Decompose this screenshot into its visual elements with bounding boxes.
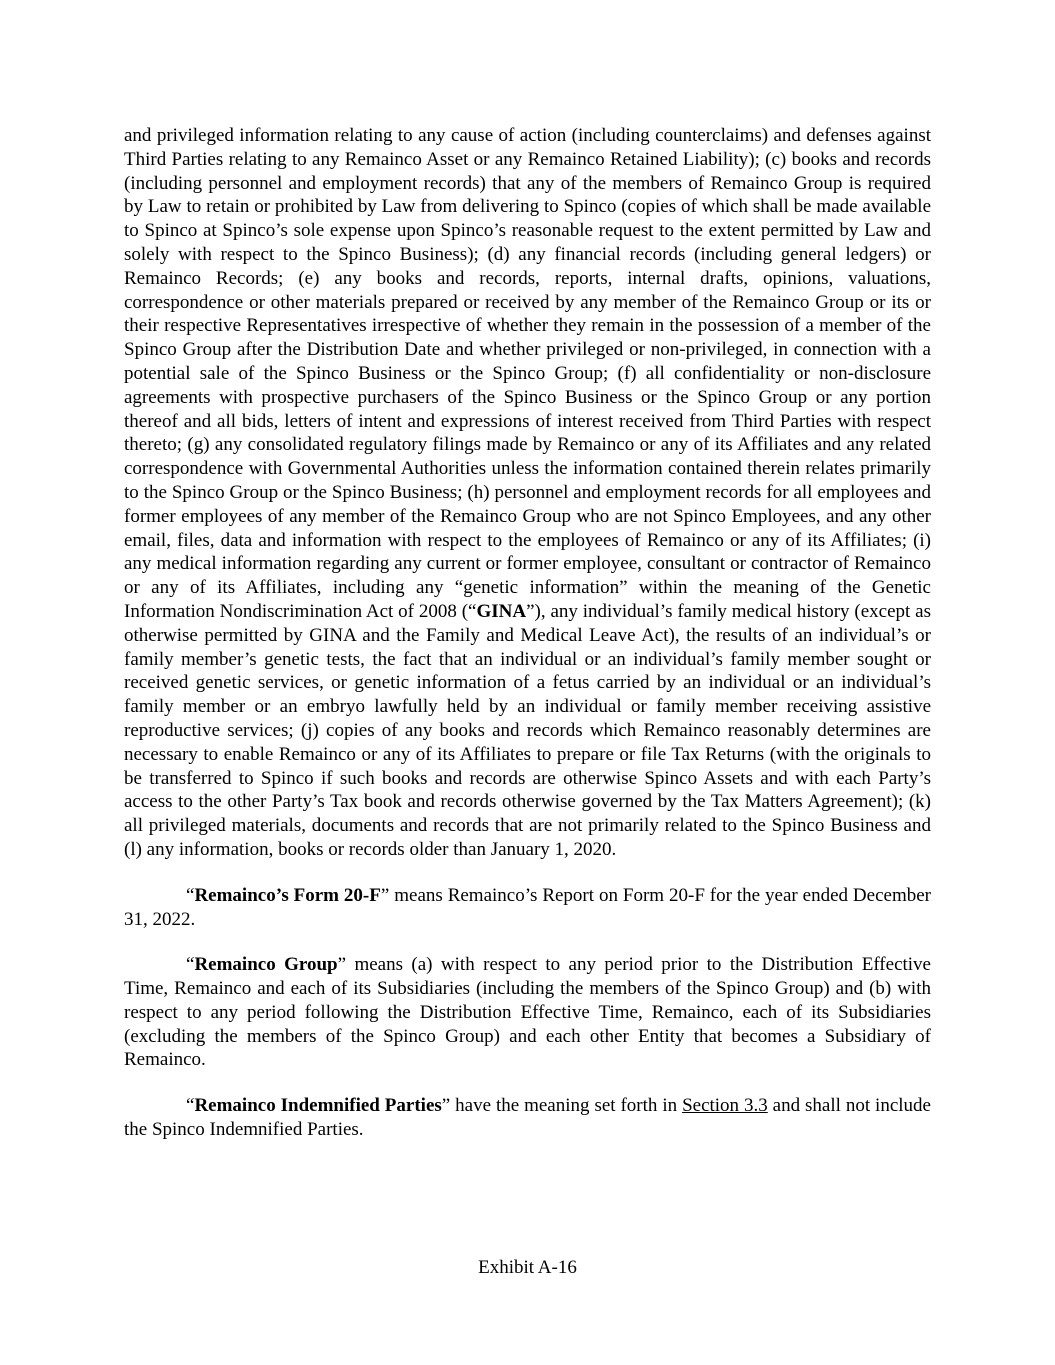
continued-paragraph [124,124,931,862]
definition-text-continued: and shall not include the Spinco Indemnified Parties. [124,1095,931,1141]
defined-term-gina: GINA [476,600,527,622]
document-page [124,124,931,1142]
defined-term: Remainco Indemnified Parties [194,1095,442,1117]
definition-remainco-indemnified-parties: “Remainco Indemnified Parties” have the meaning set forth in Section 3.3 and shall not include the Spinco Indemnified Parties. [124,1095,931,1141]
defined-term: Remainco Group [194,954,338,976]
definition-remainco-group: “Remainco Group” means (a) with respect to any period prior to the Distribution Effective Time, Remainco and each of its Subsidiaries (including the members of the Spinco Group) and (b) with respect to any period following the Distribution Effective Time, Remainco, each of its Subsidiaries (excluding the members of the Spinco Group) and each other Entity that becomes a Subsidiary of Remainco. [124,954,931,1071]
defined-term: Remainco’s Form 20-F [194,884,381,906]
section-reference-link[interactable]: Section 3.3 [682,1095,768,1117]
definition-text: ” have the meaning set forth in [441,1095,683,1117]
page-footer: Exhibit A-16 [478,1257,577,1278]
paragraph-text-part-2: ”), any individual’s family medical history (except as otherwise permitted by GINA and the Family and Medical Leave Act), the results of an individual’s or family member’s genetic tests, the fact that an individual or an individual’s family member sought or received genetic services, or genetic information of a fetus carried by an individual or an individual’s family member or an embryo lawfully held by an individual or family member receiving assistive reproductive services; (j) copies of any books and records which Remainco reasonably determines are necessary to enable Remainco or any of its Affiliates to prepare or file Tax Returns (with the originals to be transferred to Spinco if such books and records are otherwise Spinco Assets and with each Party’s access to the other Party’s Tax book and records otherwise governed by the Tax Matters Agreement); (k) all privileged materials, documents and records that are not primarily related to the Spinco Business and (l) any information, books or records older than January 1, 2020. [124,600,931,860]
paragraph-text-part-1: and privileged information relating to any cause of action (including counterclaims) and defenses against Third Parties relating to any Remainco Asset or any Remainco Retained Liability); (c) books and records (including personnel and employment records) that any of the members of Remainco Group is required by Law to retain or prohibited by Law from delivering to Spinco (copies of which shall be made available to Spinco at Spinco’s sole expense upon Spinco’s reasonable request to the extent permitted by Law and solely with respect to the Spinco Business); (d) any financial records (including general ledgers) or Remainco Records; (e) any books and records, reports, internal drafts, opinions, valuations, correspondence or other materials prepared or received by any member of the Remainco Group or its or their respective Representatives irrespective of whether they remain in the possession of a member of the Spinco Group after the Distribution Date and whether privileged or non-privileged, in connection with a potential sale of the Spinco Business or the Spinco Group; (f) all confidentiality or non-disclosure agreements with prospective purchasers of the Spinco Business or the Spinco Group or any portion thereof and all bids, letters of intent and expressions of interest received from Third Parties with respect thereto; (g) any consolidated regulatory filings made by Remainco or any of its Affiliates and any related correspondence with Governmental Authorities unless the information contained therein relates primarily to the Spinco Group or the Spinco Business; (h) personnel and employment records for all employees and former employees of any member of the Remainco Group who are not Spinco Employees, and any other email, files, data and information with respect to the employees of Remainco or any of its Affiliates; (i) any medical information regarding any current or former employee, consultant or contractor of Remainco or any of its Affiliates, including any “genetic information” within the meaning of the Genetic Information Nondiscrimination Act of 2008 (“ [124,125,931,622]
definition-remainco-form-20f: “Remainco’s Form 20-F” means Remainco’s Report on Form 20-F for the year ended December 31, 2022. [124,884,931,930]
definition-text: ” means (a) with respect to any period prior to the Distribution Effective Time, Remainco and each of its Subsidiaries (including the members of the Spinco Group) and (b) with respect to any period following the Distribution Effective Time, Remainco, each of its Subsidiaries (excluding the members of the Spinco Group) and each other Entity that becomes a Subsidiary of Remainco. [124,954,931,1071]
definition-text: ” means Remainco’s Report on Form 20-F for the year ended December 31, 2022. [124,884,931,930]
